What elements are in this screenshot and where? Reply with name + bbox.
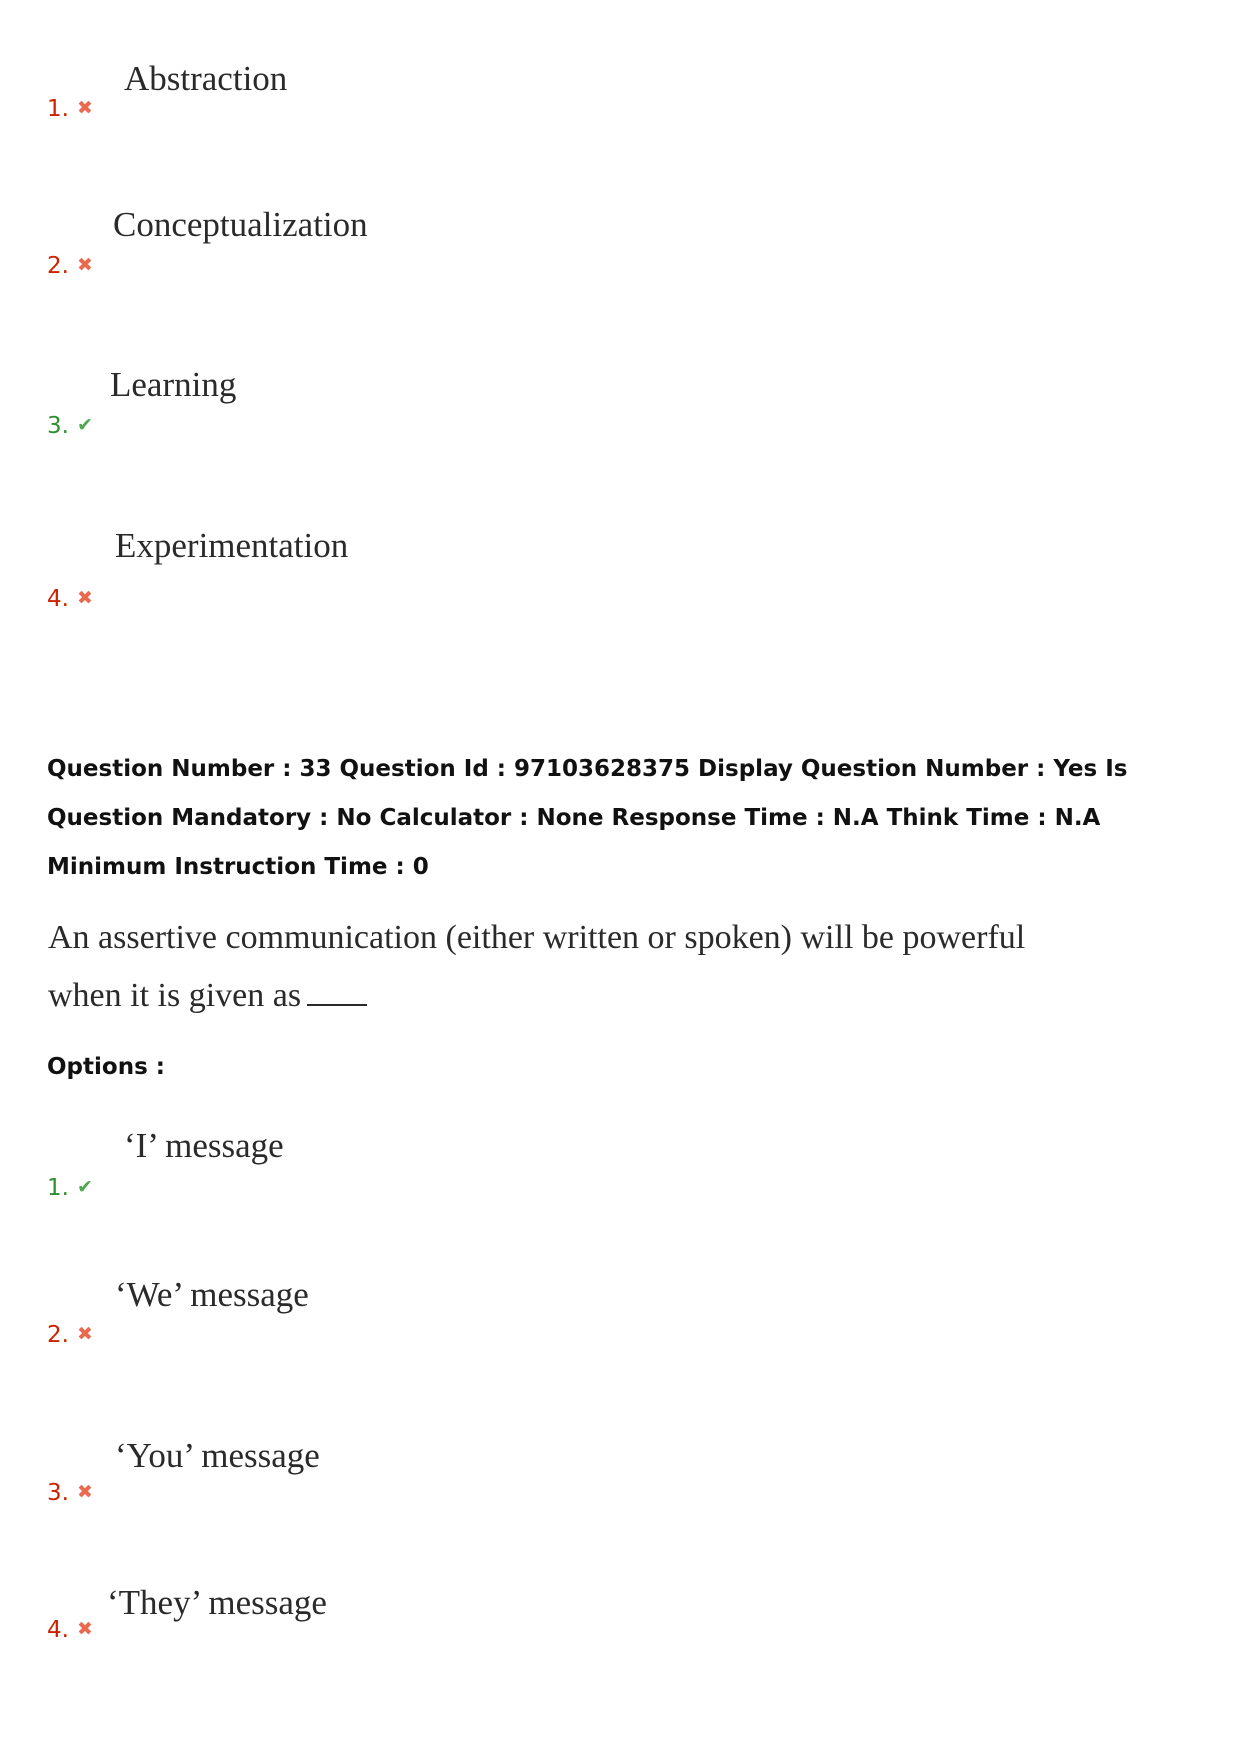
- option-3-number: [47, 1478, 93, 1507]
- prev-option-2-text: Conceptualization: [113, 205, 368, 244]
- question-text-line-2: [48, 976, 367, 1016]
- check-icon: ✔: [76, 414, 93, 436]
- option-number: 4.: [47, 1617, 69, 1643]
- prev-option-1-number: [47, 94, 93, 123]
- answer-blank: [307, 976, 367, 1006]
- option-number: 3.: [47, 413, 69, 439]
- cross-icon: ✖: [76, 587, 93, 609]
- option-1-number: [47, 1173, 93, 1202]
- question-text-line-1: An assertive communication (either written or spoken) will be powerful: [48, 919, 1026, 956]
- question-text-line-2-content: when it is given as: [48, 977, 302, 1014]
- prev-option-1-text: Abstraction: [124, 59, 288, 98]
- option-number: 1.: [47, 96, 69, 122]
- check-icon: ✔: [76, 1176, 93, 1198]
- option-number: 2.: [47, 253, 69, 279]
- cross-icon: ✖: [76, 97, 93, 119]
- question-meta: Question Number : 33 Question Id : 97103628375 Display Question Number : Yes Is Question Mandatory : No Calculator : None Response Time : N.A Think Time : N.A Minimum Instruction Time : 0: [47, 756, 1128, 880]
- option-3-text: ‘You’ message: [115, 1436, 320, 1475]
- prev-option-2-number: [47, 251, 93, 280]
- option-number: 4.: [47, 586, 69, 612]
- option-4-text: ‘They’ message: [107, 1583, 327, 1622]
- option-2-text: ‘We’ message: [115, 1275, 309, 1314]
- prev-option-3-text: Learning: [110, 365, 237, 404]
- option-number: 2.: [47, 1322, 69, 1348]
- option-2-number: [47, 1320, 93, 1349]
- cross-icon: ✖: [76, 1481, 93, 1503]
- prev-option-3-number: [47, 411, 93, 440]
- prev-option-4-number: [47, 584, 93, 613]
- cross-icon: ✖: [76, 1323, 93, 1345]
- options-label: Options :: [47, 1054, 165, 1080]
- option-number: 1.: [47, 1175, 69, 1201]
- option-1-text: ‘I’ message: [124, 1126, 284, 1165]
- prev-option-4-text: Experimentation: [115, 526, 349, 565]
- cross-icon: ✖: [76, 254, 93, 276]
- option-number: 3.: [47, 1480, 69, 1506]
- option-4-number: [47, 1615, 93, 1644]
- cross-icon: ✖: [76, 1618, 93, 1640]
